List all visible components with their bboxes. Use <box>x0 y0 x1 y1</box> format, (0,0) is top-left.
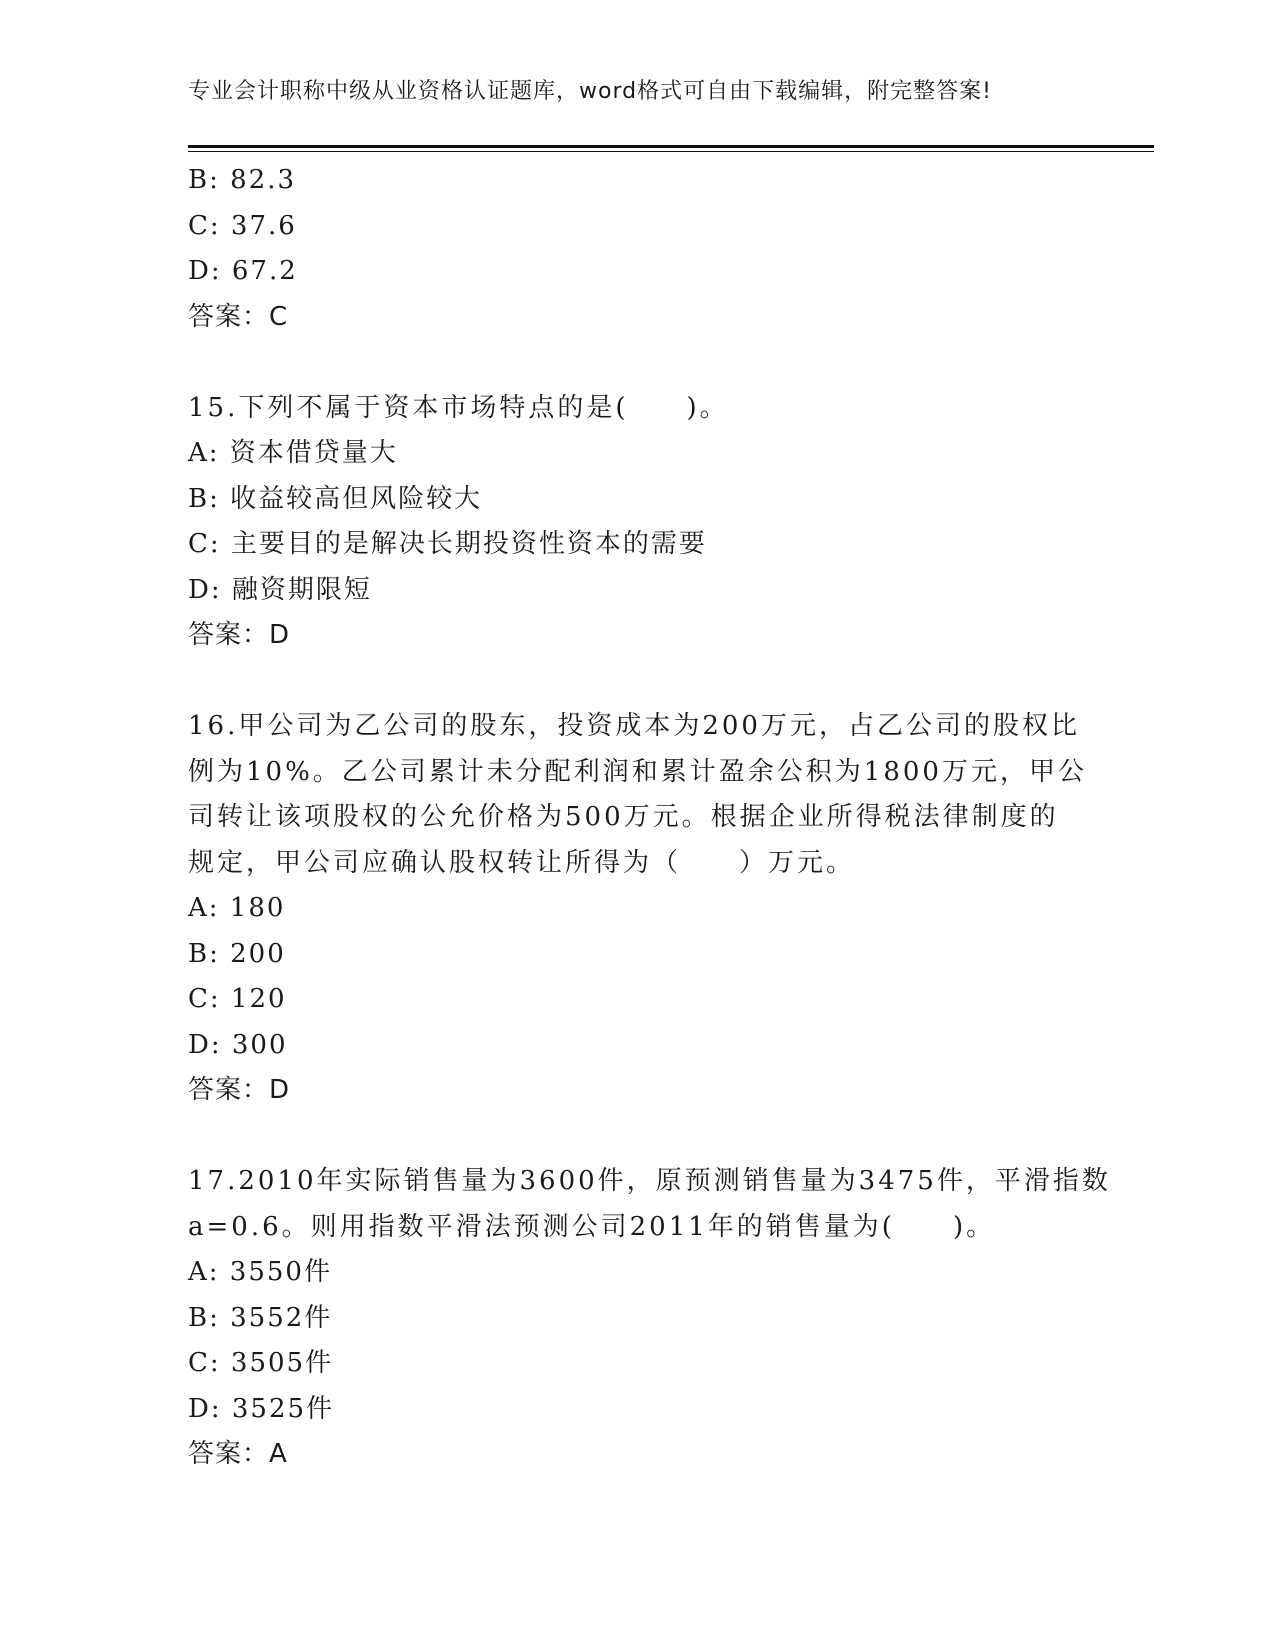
question-15 <box>188 386 1088 659</box>
option-c: C: 37.6 <box>188 210 297 241</box>
question-17 <box>188 1159 1111 1478</box>
question-stem-line: 规定，甲公司应确认股权转让所得为（ ）万元。 <box>188 847 856 878</box>
option-d: D: 融资期限短 <box>188 574 372 605</box>
question-stem-line: 16.甲公司为乙公司的股东，投资成本为200万元，占乙公司的股权比 <box>188 711 1080 741</box>
spacer <box>188 1114 1088 1160</box>
option-c: C: 3505件 <box>188 1348 334 1378</box>
option-c: C: 主要目的是解决长期投资性资本的需要 <box>188 529 707 559</box>
question-content <box>188 158 1111 1478</box>
page-header: 专业会计职称中级从业资格认证题库，word格式可自由下载编辑，附完整答案! <box>188 79 992 104</box>
answer-line: 答案：D <box>188 1075 291 1105</box>
answer-line: 答案：D <box>188 620 291 650</box>
spacer <box>188 659 1088 705</box>
option-b: B: 82.3 <box>188 165 297 195</box>
question-stem-line: 司转让该项股权的公允价格为500万元。根据企业所得税法律制度的 <box>188 802 1059 832</box>
option-c: C: 120 <box>188 984 287 1014</box>
answer-line: 答案：A <box>188 1439 288 1469</box>
option-d: D: 300 <box>188 1029 288 1060</box>
option-b: B: 收益较高但风险较大 <box>188 483 483 514</box>
question-stem: 15.下列不属于资本市场特点的是( )。 <box>188 392 729 423</box>
option-b: B: 3552件 <box>188 1302 333 1333</box>
header-rule-thick <box>188 145 1154 148</box>
spacer <box>188 340 1088 386</box>
answer-line: 答案：C <box>188 301 289 332</box>
option-a: A: 资本借贷量大 <box>188 438 398 468</box>
option-a: A: 180 <box>188 893 286 923</box>
option-d: D: 3525件 <box>188 1393 335 1424</box>
option-b: B: 200 <box>188 938 286 969</box>
option-a: A: 3550件 <box>188 1257 332 1287</box>
header-rule-thin <box>188 151 1154 152</box>
question-14-tail <box>188 158 1088 340</box>
question-stem-line: 17.2010年实际销售量为3600件，原预测销售量为3475件，平滑指数 <box>188 1166 1111 1196</box>
question-stem-line: a=0.6。则用指数平滑法预测公司2011年的销售量为( )。 <box>188 1211 996 1242</box>
option-d: D: 67.2 <box>188 256 298 286</box>
question-16 <box>188 704 1088 1114</box>
question-stem-line: 例为10%。乙公司累计未分配利润和累计盈余公积为1800万元，甲公 <box>188 756 1087 787</box>
